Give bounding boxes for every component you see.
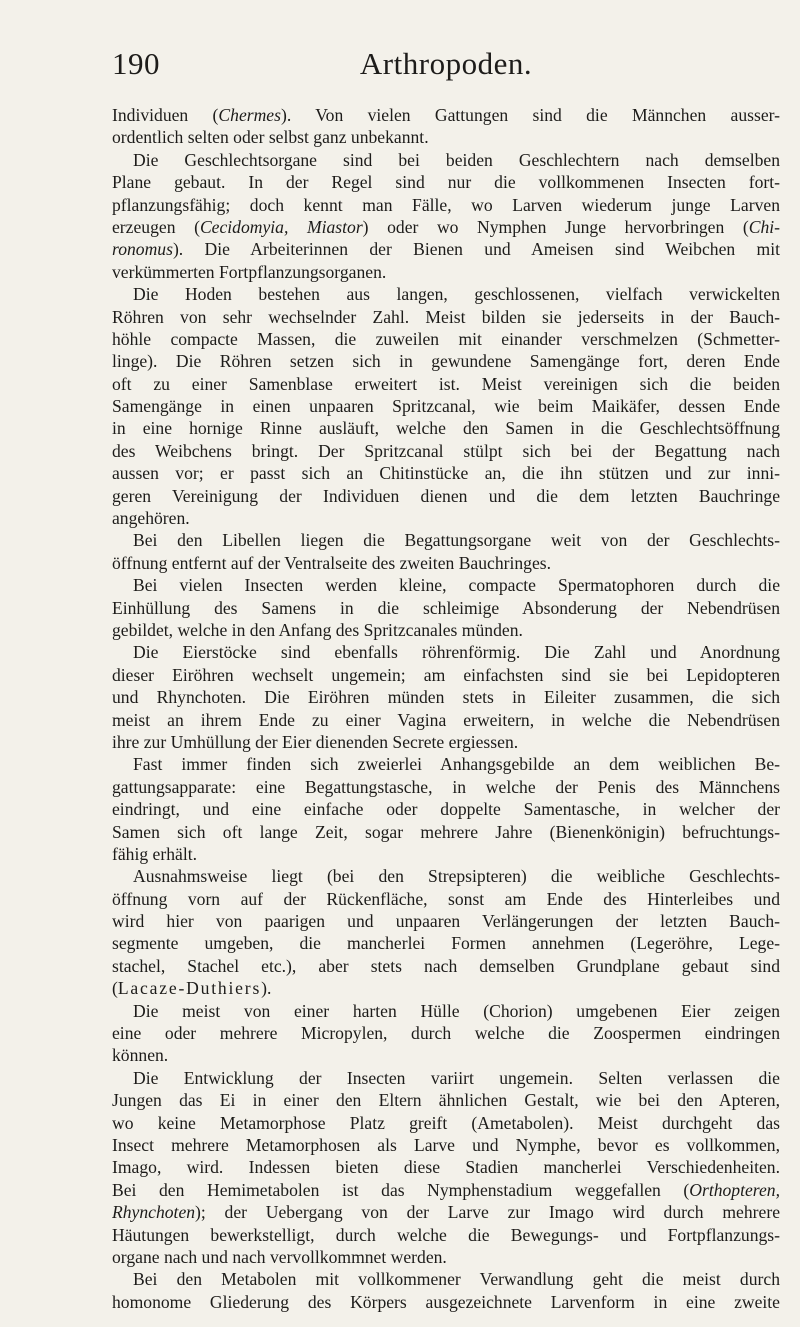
- text-line: segmente umgeben, die mancherlei Formen annehmen (Legeröhre, Lege-: [112, 933, 780, 954]
- text-line: ihre zur Umhüllung der Eier dienenden Secrete ergiessen.: [112, 731, 519, 752]
- text-line: stachel, Stachel etc.), aber stets nach demselben Grundplane gebaut sind: [112, 955, 780, 976]
- text-line: Bei den Libellen liegen die Begattungsorgane weit von der Geschlechts-: [133, 530, 780, 551]
- text-line: öffnung entfernt auf der Ventralseite des zweiten Bauchringes.: [112, 552, 552, 573]
- text-line: Die Eierstöcke sind ebenfalls röhrenförmig. Die Zahl und Anordnung: [133, 642, 780, 663]
- text-line: oft zu einer Samenblase erweitert ist. Meist vereinigen sich die beiden: [112, 373, 780, 394]
- text-line: Die Geschlechtsorgane sind bei beiden Geschlechtern nach demselben: [133, 149, 780, 170]
- text-line: angehören.: [112, 508, 190, 529]
- text-line: wo keine Metamorphose Platz greift (Ametabolen). Meist durchgeht das: [112, 1112, 780, 1133]
- running-title: Arthropoden.: [359, 46, 533, 81]
- body-text: [112, 104, 780, 1313]
- text-line: können.: [112, 1045, 169, 1066]
- text-line: Häutungen bewerkstelligt, durch welche die Bewegungs- und Fortpflanzungs-: [112, 1224, 780, 1245]
- text-line: Einhüllung des Samens in die schleimige Absonderung der Nebendrüsen: [112, 597, 780, 618]
- text-line: Imago, wird. Indessen bieten diese Stadien mancherlei Verschiedenheiten.: [112, 1157, 780, 1178]
- text-line: Rhynchoten); der Uebergang von der Larve zur Imago wird durch mehrere: [112, 1202, 780, 1223]
- text-line: Die Hoden bestehen aus langen, geschlossenen, vielfach verwickelten: [133, 284, 780, 305]
- text-line: Plane gebaut. In der Regel sind nur die vollkommenen Insecten fort-: [112, 172, 780, 193]
- text-line: Samengänge in einen unpaaren Spritzcanal, wie beim Maikäfer, dessen Ende: [112, 396, 780, 417]
- text-line: ronomus). Die Arbeiterinnen der Bienen und Ameisen sind Weibchen mit: [112, 239, 780, 260]
- text-line: fähig erhält.: [112, 843, 197, 864]
- text-line: wird hier von paarigen und unpaaren Verlängerungen der letzten Bauch-: [112, 911, 780, 932]
- text-line: ordentlich selten oder selbst ganz unbekannt.: [112, 127, 429, 148]
- text-line: und Rhynchoten. Die Eiröhren münden stets in Eileiter zusammen, die sich: [112, 687, 780, 708]
- text-line: eindringt, und eine einfache oder doppelte Samentasche, in welcher der: [112, 799, 780, 820]
- page-header: [112, 44, 780, 84]
- text-line: geren Vereinigung der Individuen dienen und die dem letzten Bauchringe: [112, 485, 780, 506]
- text-line: linge). Die Röhren setzen sich in gewundene Samengänge fort, deren Ende: [112, 351, 780, 372]
- text-line: aussen vor; er passt sich an Chitinstücke an, die ihn stützen und zur inni-: [112, 463, 780, 484]
- text-line: Bei vielen Insecten werden kleine, compacte Spermatophoren durch die: [133, 575, 780, 596]
- text-line: höhle compacte Massen, die zuweilen mit einander verschmelzen (Schmetter-: [112, 328, 780, 349]
- text-line: Röhren von sehr wechselnder Zahl. Meist bilden sie jederseits in der Bauch-: [112, 306, 780, 327]
- text-line: verkümmerten Fortpflanzungsorganen.: [112, 261, 387, 282]
- text-line: erzeugen (Cecidomyia, Miastor) oder wo Nymphen Junge hervorbringen (Chi-: [112, 216, 780, 237]
- text-line: Fast immer finden sich zweierlei Anhangsgebilde an dem weiblichen Be-: [133, 754, 780, 775]
- text-line: pflanzungsfähig; doch kennt man Fälle, wo Larven wiederum junge Larven: [112, 194, 780, 215]
- text-line: Bei den Hemimetabolen ist das Nymphenstadium weggefallen (Orthopteren,: [112, 1179, 780, 1200]
- text-line: Bei den Metabolen mit vollkommener Verwandlung geht die meist durch: [133, 1269, 780, 1290]
- text-line: Die Entwicklung der Insecten variirt ungemein. Selten verlassen die: [133, 1067, 780, 1088]
- text-line: (Lacaze-Duthiers).: [112, 978, 272, 999]
- text-line: Ausnahmsweise liegt (bei den Strepsipteren) die weibliche Geschlechts-: [133, 866, 780, 887]
- text-line: Samen sich oft lange Zeit, sogar mehrere Jahre (Bienenkönigin) befruchtungs-: [112, 821, 780, 842]
- text-line: organe nach und nach vervollkommnet werden.: [112, 1246, 447, 1267]
- text-line: Individuen (Chermes). Von vielen Gattungen sind die Männchen ausser-: [112, 105, 780, 125]
- text-line: gattungsapparate: eine Begattungstasche, in welche der Penis des Männchens: [112, 776, 780, 797]
- text-line: Insect mehrere Metamorphosen als Larve und Nymphe, bevor es vollkommen,: [112, 1134, 780, 1155]
- text-line: homonome Gliederung des Körpers ausgezeichnete Larvenform in eine zweite: [112, 1291, 780, 1312]
- text-line: Jungen das Ei in einer den Eltern ähnlichen Gestalt, wie bei den Apteren,: [112, 1090, 780, 1111]
- text-line: des Weibchens bringt. Der Spritzcanal stülpt sich bei der Begattung nach: [112, 440, 780, 461]
- text-line: gebildet, welche in den Anfang des Spritzcanales münden.: [112, 619, 523, 640]
- text-line: meist an ihrem Ende zu einer Vagina erweitern, in welche die Nebendrüsen: [112, 709, 780, 730]
- page-number: 190: [112, 46, 160, 81]
- text-line: dieser Eiröhren wechselt ungemein; am einfachsten sind sie bei Lepidopteren: [112, 664, 780, 685]
- text-line: öffnung vorn auf der Rückenfläche, sonst am Ende des Hinterleibes und: [112, 888, 780, 909]
- text-line: Die meist von einer harten Hülle (Chorion) umgebenen Eier zeigen: [133, 1000, 780, 1021]
- text-line: eine oder mehrere Micropylen, durch welche die Zoospermen eindringen: [112, 1023, 780, 1044]
- text-line: in eine hornige Rinne ausläuft, welche den Samen in die Geschlechtsöffnung: [112, 418, 780, 439]
